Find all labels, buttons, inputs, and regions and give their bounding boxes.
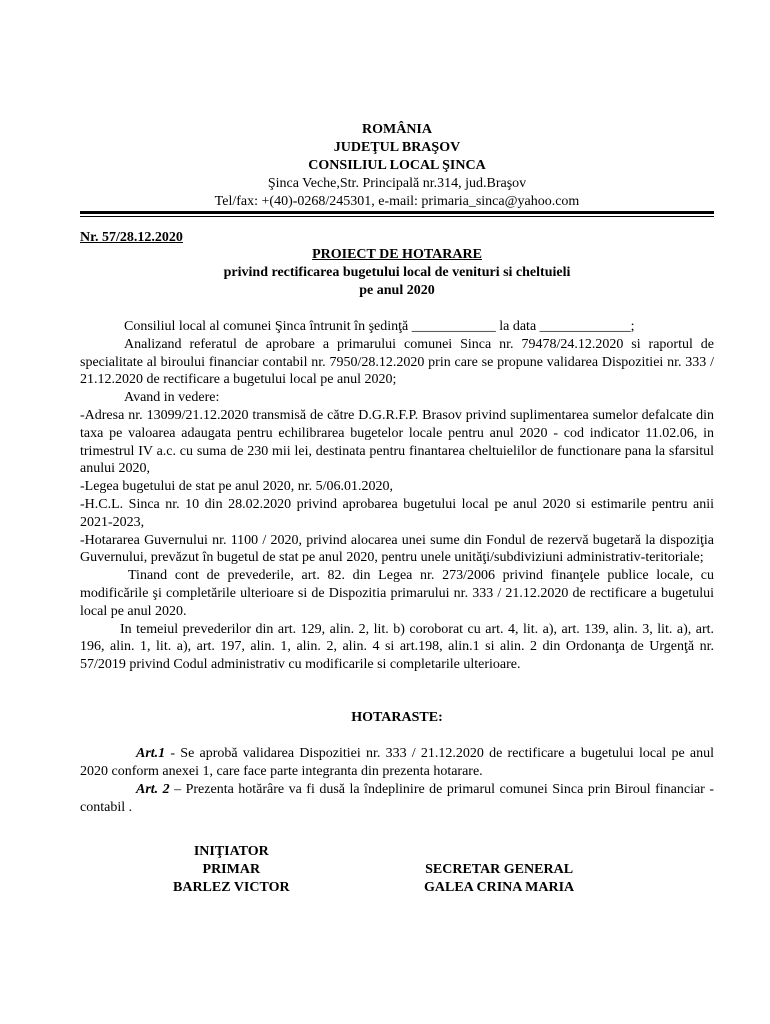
article: [80, 781, 714, 817]
paragraph: -Legea bugetului de stat pe anul 2020, nr. 5/06.01.2020,: [80, 479, 393, 495]
secretary-name: GALEA CRINA MARIA: [424, 880, 575, 895]
mayor-name: BARLEZ VICTOR: [173, 880, 290, 895]
title-subject: privind rectificarea bugetului local de venituri si cheltuieli: [223, 265, 571, 280]
article-label: Art.1: [136, 746, 166, 761]
title-main: PROIECT DE HOTARARE: [312, 247, 482, 262]
title-year: pe anul 2020: [359, 283, 435, 298]
header-divider-thin: [80, 216, 714, 217]
article-label: Art. 2: [136, 782, 170, 797]
paragraph: Analizand referatul de aprobare a primarului comunei Sinca nr. 79478/24.12.2020 si raportul de specialitate al biroului financiar contabil nr. 7950/28.12.2020 prin care se propune validarea Dispozitiei nr. 333 / 21.12.2020 de rectificare a bugetului local pe anul 2020;: [80, 336, 714, 388]
county-name: JUDEŢUL BRAŞOV: [333, 140, 461, 155]
mayor-role: PRIMAR: [202, 862, 261, 877]
country-name: ROMÂNIA: [362, 122, 432, 137]
decision-heading: HOTARASTE:: [351, 710, 443, 725]
paragraph: Consiliul local al comunei Şinca întrunit în şedinţă ____________ la data _____________;: [124, 319, 635, 334]
contact-line: Tel/fax: +(40)-0268/245301, e-mail: primaria_sinca@yahoo.com: [214, 194, 580, 209]
document-number: Nr. 57/28.12.2020: [80, 230, 183, 245]
address-line: Şinca Veche,Str. Principală nr.314, jud.Braşov: [267, 176, 527, 191]
article-text: – Prezenta hotărâre va fi dusă la îndeplinire de primarul comunei Sinca prin Biroul financiar - contabil .: [80, 782, 714, 815]
paragraph: In temeiul prevederilor din art. 129, alin. 2, lit. b) coroborat cu art. 4, lit. a), art. 139, alin. 3, lit. a), art. 196, alin. 1, lit. a), art. 197, alin. 1, alin. 2, alin. 4 si art.198, alin.1 si alin. 2 din Ordonanţa de Urgenţă nr. 57/2019 privind Codul administrativ cu modificarile si completarile ulterioare.: [80, 621, 714, 673]
paragraph: Avand in vedere:: [124, 390, 220, 406]
articles: [80, 745, 714, 817]
paragraph: -Hotararea Guvernului nr. 1100 / 2020, privind alocarea unei sume din Fondul de rezervă bugetară la dispoziţia Guvernului, prevăzut în bugetul de stat pe anul 2020, pentru unele unităţi/subdiviziuni administrativ-teritoriale;: [80, 532, 714, 566]
paragraph: Tinand cont de prevederile, art. 82. din Legea nr. 273/2006 privind finanţele publice locale, cu modificările şi completările ulterioare si de Dispozitia primarului nr. 333 / 21.12.2020 de rectificare a bugetului local pe anul 2020.: [80, 568, 714, 619]
paragraph: -Adresa nr. 13099/21.12.2020 transmisă de către D.G.R.F.P. Brasov privind suplimentarea sumelor defalcate din taxa pe valoarea adaugata pentru echilibrarea bugetelor locale pentru anul 2020 - cod indicator 11.02.06, in trimestrul IV a.c. cu suma de 230 mii lei, destinata pentru finantarea cheltuielilor de functionare pana la sfarsitul anului 2020,: [80, 407, 714, 477]
signature-secretary: [424, 861, 574, 897]
letterhead: [80, 121, 714, 211]
council-name: CONSILIUL LOCAL ŞINCA: [308, 158, 486, 173]
preamble: [80, 318, 714, 674]
secretary-role: SECRETAR GENERAL: [425, 862, 574, 877]
document-title: [80, 246, 714, 300]
article: [80, 745, 714, 781]
signature-initiator: [173, 843, 290, 897]
article-text: - Se aprobă validarea Dispozitiei nr. 333 / 21.12.2020 de rectificare a bugetului local pe anul 2020 conform anexei 1, care face parte integranta din prezenta hotarare.: [80, 746, 714, 779]
paragraph: -H.C.L. Sinca nr. 10 din 28.02.2020 privind aprobarea bugetului local pe anul 2020 si estimarile pentru anii 2021-2023,: [80, 496, 714, 530]
initiator-role: INIŢIATOR: [193, 844, 269, 859]
header-divider-thick: [80, 211, 714, 214]
